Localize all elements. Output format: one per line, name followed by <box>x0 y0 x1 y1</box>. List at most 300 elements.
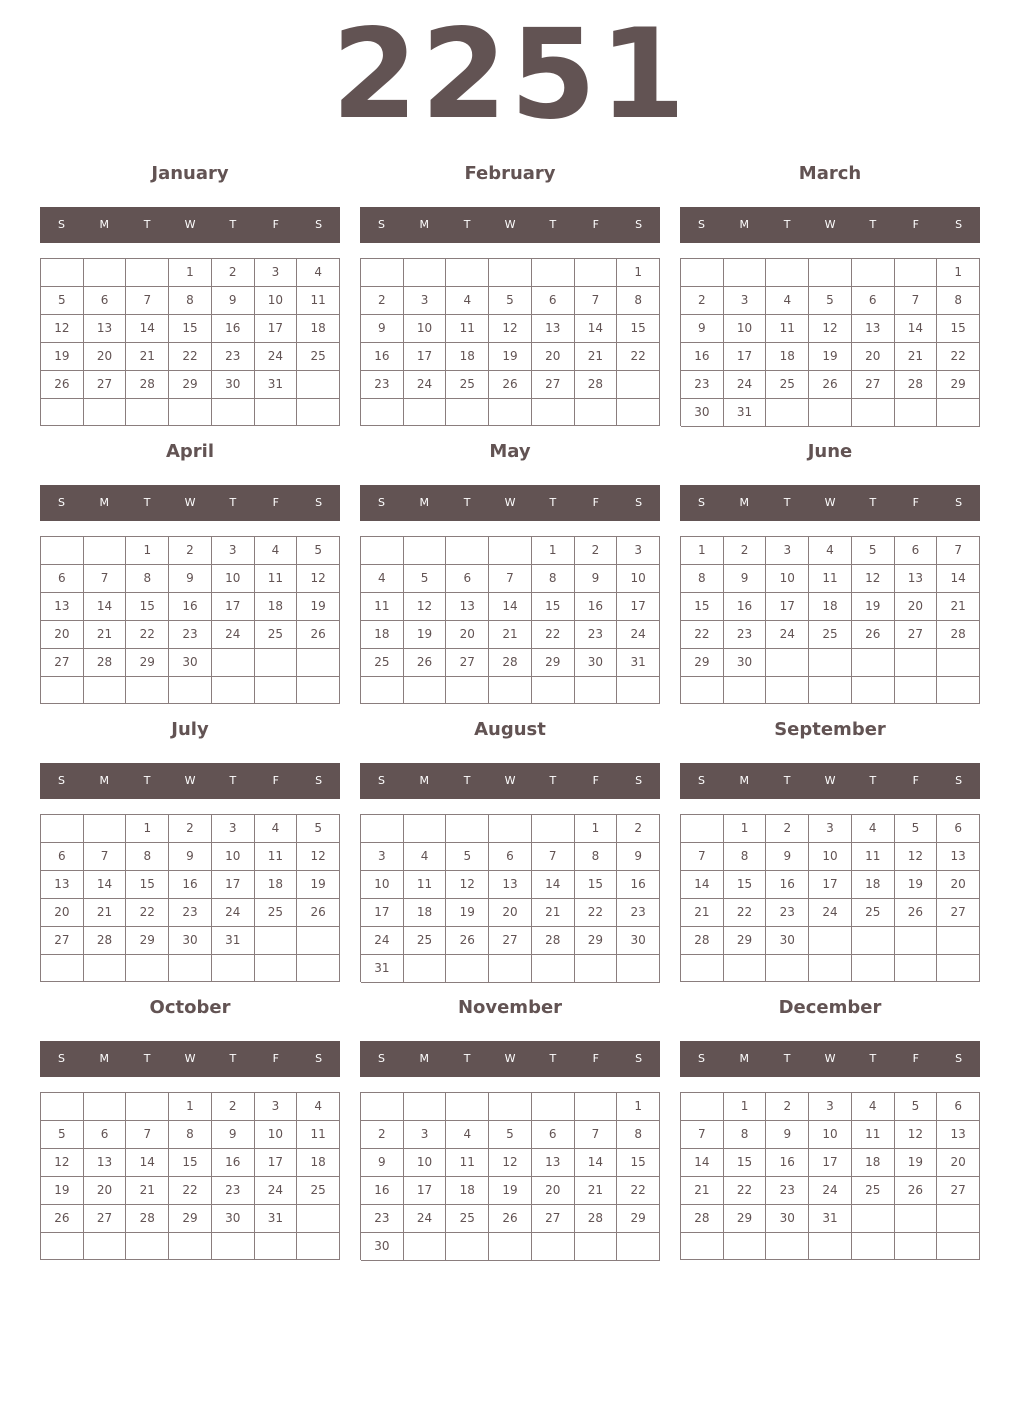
weekday-header <box>680 485 980 521</box>
empty-day-cell <box>84 677 127 704</box>
day-cell: 23 <box>575 621 618 649</box>
day-cell: 3 <box>617 537 660 565</box>
day-cell: 5 <box>852 537 895 565</box>
day-cell: 10 <box>404 1149 447 1177</box>
weekday-header <box>40 207 340 243</box>
day-cell: 4 <box>852 815 895 843</box>
empty-day-cell <box>575 399 618 426</box>
day-cell: 31 <box>212 927 255 955</box>
day-cell: 18 <box>446 1177 489 1205</box>
empty-day-cell <box>446 1233 489 1261</box>
day-cell: 24 <box>617 621 660 649</box>
day-cell: 4 <box>297 1093 340 1121</box>
day-cell: 24 <box>212 621 255 649</box>
day-cell: 16 <box>169 593 212 621</box>
day-cell: 14 <box>575 315 618 343</box>
day-cell: 30 <box>724 649 767 677</box>
day-cell: 10 <box>809 1121 852 1149</box>
day-cell: 29 <box>126 649 169 677</box>
empty-day-cell <box>84 1233 127 1260</box>
weekday-label: S <box>377 1052 385 1065</box>
empty-day-cell <box>766 399 809 427</box>
day-cell: 22 <box>575 899 618 927</box>
weekday-label: S <box>315 1052 323 1065</box>
empty-day-cell <box>809 259 852 287</box>
empty-day-cell <box>41 955 84 982</box>
day-cell: 11 <box>404 871 447 899</box>
day-cell: 18 <box>255 593 298 621</box>
empty-day-cell <box>126 1233 169 1260</box>
day-grid <box>360 536 660 704</box>
empty-day-cell <box>297 1205 340 1233</box>
day-cell: 25 <box>255 621 298 649</box>
weekday-label: T <box>463 1052 471 1065</box>
day-cell: 14 <box>126 315 169 343</box>
day-cell: 4 <box>446 287 489 315</box>
empty-day-cell <box>41 677 84 704</box>
day-cell: 28 <box>575 1205 618 1233</box>
day-cell: 22 <box>169 1177 212 1205</box>
empty-day-cell <box>126 1093 169 1121</box>
day-cell: 6 <box>489 843 532 871</box>
weekday-label: T <box>869 1052 877 1065</box>
day-cell: 13 <box>895 565 938 593</box>
day-cell: 21 <box>681 1177 724 1205</box>
day-cell: 24 <box>404 371 447 399</box>
empty-day-cell <box>895 1205 938 1233</box>
empty-day-cell <box>532 1093 575 1121</box>
day-cell: 3 <box>766 537 809 565</box>
day-cell: 7 <box>681 1121 724 1149</box>
day-cell: 7 <box>126 287 169 315</box>
day-cell: 23 <box>212 1177 255 1205</box>
weekday-label: T <box>549 496 557 509</box>
weekday-label: F <box>912 1052 919 1065</box>
day-cell: 20 <box>937 1149 980 1177</box>
weekday-label: T <box>229 218 237 231</box>
empty-day-cell <box>404 955 447 983</box>
day-cell: 16 <box>169 871 212 899</box>
day-cell: 15 <box>126 593 169 621</box>
day-cell: 8 <box>126 565 169 593</box>
day-cell: 27 <box>84 1205 127 1233</box>
day-cell: 19 <box>852 593 895 621</box>
day-cell: 14 <box>84 871 127 899</box>
empty-day-cell <box>361 1093 404 1121</box>
day-cell: 22 <box>126 621 169 649</box>
day-cell: 2 <box>212 1093 255 1121</box>
day-cell: 2 <box>212 259 255 287</box>
empty-day-cell <box>532 1233 575 1261</box>
day-cell: 30 <box>575 649 618 677</box>
empty-day-cell <box>852 259 895 287</box>
empty-day-cell <box>724 1233 767 1260</box>
day-cell: 7 <box>895 287 938 315</box>
weekday-label: S <box>697 1052 705 1065</box>
weekday-label: M <box>739 774 750 787</box>
day-cell: 30 <box>169 649 212 677</box>
day-cell: 15 <box>937 315 980 343</box>
empty-day-cell <box>361 259 404 287</box>
day-cell: 16 <box>724 593 767 621</box>
day-cell: 8 <box>724 1121 767 1149</box>
day-cell: 7 <box>937 537 980 565</box>
day-cell: 25 <box>852 899 895 927</box>
day-cell: 10 <box>809 843 852 871</box>
empty-day-cell <box>489 955 532 983</box>
empty-day-cell <box>489 259 532 287</box>
day-cell: 12 <box>852 565 895 593</box>
day-cell: 26 <box>446 927 489 955</box>
day-cell: 24 <box>724 371 767 399</box>
day-cell: 23 <box>724 621 767 649</box>
weekday-label: T <box>783 496 791 509</box>
day-cell: 22 <box>937 343 980 371</box>
empty-day-cell <box>41 537 84 565</box>
weekday-header <box>680 763 980 799</box>
empty-day-cell <box>809 927 852 955</box>
empty-day-cell <box>255 955 298 982</box>
weekday-label: F <box>592 1052 599 1065</box>
empty-day-cell <box>852 1233 895 1260</box>
day-cell: 9 <box>361 1149 404 1177</box>
day-cell: 23 <box>681 371 724 399</box>
day-cell: 19 <box>297 593 340 621</box>
day-cell: 9 <box>169 843 212 871</box>
empty-day-cell <box>852 649 895 677</box>
day-cell: 13 <box>532 1149 575 1177</box>
empty-day-cell <box>446 537 489 565</box>
empty-day-cell <box>809 677 852 704</box>
day-cell: 6 <box>41 565 84 593</box>
empty-day-cell <box>255 399 298 426</box>
empty-day-cell <box>766 259 809 287</box>
empty-day-cell <box>532 259 575 287</box>
day-cell: 10 <box>361 871 404 899</box>
empty-day-cell <box>852 1205 895 1233</box>
day-cell: 15 <box>169 1149 212 1177</box>
month-name: December <box>778 997 882 1018</box>
day-cell: 9 <box>361 315 404 343</box>
day-cell: 18 <box>297 315 340 343</box>
day-cell: 5 <box>297 537 340 565</box>
day-cell: 29 <box>937 371 980 399</box>
empty-day-cell <box>489 677 532 704</box>
month-november <box>360 992 660 1262</box>
weekday-label: F <box>912 774 919 787</box>
day-cell: 5 <box>895 815 938 843</box>
day-cell: 9 <box>212 287 255 315</box>
month-october <box>40 992 340 1262</box>
empty-day-cell <box>84 537 127 565</box>
day-cell: 6 <box>532 287 575 315</box>
weekday-label: M <box>99 218 110 231</box>
day-cell: 1 <box>532 537 575 565</box>
day-cell: 5 <box>297 815 340 843</box>
weekday-label: S <box>635 774 643 787</box>
day-cell: 4 <box>852 1093 895 1121</box>
day-cell: 14 <box>575 1149 618 1177</box>
empty-day-cell <box>84 259 127 287</box>
month-january <box>40 158 340 428</box>
empty-day-cell <box>297 399 340 426</box>
day-grid <box>360 1092 660 1260</box>
day-cell: 8 <box>126 843 169 871</box>
day-cell: 6 <box>937 815 980 843</box>
day-cell: 15 <box>126 871 169 899</box>
day-cell: 11 <box>766 315 809 343</box>
day-cell: 2 <box>575 537 618 565</box>
day-cell: 5 <box>489 1121 532 1149</box>
empty-day-cell <box>937 677 980 704</box>
year-title: 2251 <box>331 3 689 147</box>
day-grid <box>680 1092 980 1260</box>
day-cell: 28 <box>489 649 532 677</box>
empty-day-cell <box>212 955 255 982</box>
month-name: July <box>171 719 209 740</box>
empty-day-cell <box>212 677 255 704</box>
day-cell: 6 <box>84 287 127 315</box>
day-cell: 2 <box>724 537 767 565</box>
day-cell: 28 <box>84 649 127 677</box>
weekday-label: F <box>912 496 919 509</box>
day-cell: 17 <box>766 593 809 621</box>
day-cell: 21 <box>532 899 575 927</box>
day-cell: 10 <box>212 843 255 871</box>
month-name: February <box>464 163 556 184</box>
day-cell: 1 <box>169 259 212 287</box>
weekday-header <box>360 763 660 799</box>
day-cell: 11 <box>446 1149 489 1177</box>
weekday-label: M <box>99 496 110 509</box>
day-cell: 16 <box>212 1149 255 1177</box>
day-cell: 23 <box>617 899 660 927</box>
day-cell: 7 <box>681 843 724 871</box>
day-cell: 28 <box>895 371 938 399</box>
day-cell: 12 <box>297 565 340 593</box>
day-cell: 11 <box>446 315 489 343</box>
weekday-label: S <box>57 774 65 787</box>
day-cell: 27 <box>937 899 980 927</box>
day-cell: 15 <box>169 315 212 343</box>
empty-day-cell <box>41 259 84 287</box>
day-cell: 11 <box>852 1121 895 1149</box>
weekday-label: S <box>315 496 323 509</box>
day-cell: 29 <box>575 927 618 955</box>
day-cell: 22 <box>126 899 169 927</box>
weekday-label: W <box>184 1052 196 1065</box>
empty-day-cell <box>681 677 724 704</box>
day-cell: 17 <box>404 1177 447 1205</box>
day-cell: 27 <box>852 371 895 399</box>
empty-day-cell <box>255 927 298 955</box>
empty-day-cell <box>532 677 575 704</box>
day-cell: 9 <box>766 1121 809 1149</box>
day-cell: 2 <box>169 537 212 565</box>
day-cell: 17 <box>617 593 660 621</box>
empty-day-cell <box>895 677 938 704</box>
day-cell: 1 <box>617 259 660 287</box>
empty-day-cell <box>681 1233 724 1260</box>
day-cell: 20 <box>532 1177 575 1205</box>
day-cell: 8 <box>169 1121 212 1149</box>
day-cell: 7 <box>575 287 618 315</box>
day-cell: 22 <box>681 621 724 649</box>
day-cell: 15 <box>617 315 660 343</box>
day-grid <box>680 814 980 982</box>
empty-day-cell <box>724 955 767 982</box>
weekday-label: F <box>272 774 279 787</box>
day-cell: 24 <box>361 927 404 955</box>
day-cell: 3 <box>404 287 447 315</box>
day-cell: 21 <box>84 899 127 927</box>
day-cell: 29 <box>724 1205 767 1233</box>
weekday-label: S <box>697 218 705 231</box>
day-cell: 3 <box>809 815 852 843</box>
empty-day-cell <box>84 955 127 982</box>
day-cell: 17 <box>255 315 298 343</box>
empty-day-cell <box>617 955 660 983</box>
day-cell: 15 <box>681 593 724 621</box>
day-cell: 20 <box>532 343 575 371</box>
day-cell: 8 <box>724 843 767 871</box>
day-cell: 16 <box>681 343 724 371</box>
day-cell: 17 <box>361 899 404 927</box>
day-cell: 28 <box>937 621 980 649</box>
weekday-header <box>40 763 340 799</box>
day-cell: 21 <box>126 343 169 371</box>
day-cell: 30 <box>766 927 809 955</box>
day-cell: 12 <box>41 1149 84 1177</box>
month-may <box>360 436 660 706</box>
weekday-header <box>360 1041 660 1077</box>
empty-day-cell <box>446 677 489 704</box>
empty-day-cell <box>297 927 340 955</box>
day-cell: 19 <box>41 1177 84 1205</box>
day-cell: 13 <box>489 871 532 899</box>
empty-day-cell <box>852 927 895 955</box>
day-cell: 3 <box>809 1093 852 1121</box>
empty-day-cell <box>84 399 127 426</box>
day-cell: 1 <box>617 1093 660 1121</box>
day-cell: 25 <box>766 371 809 399</box>
day-cell: 5 <box>41 287 84 315</box>
day-cell: 12 <box>895 1121 938 1149</box>
day-cell: 11 <box>809 565 852 593</box>
day-cell: 24 <box>766 621 809 649</box>
empty-day-cell <box>404 537 447 565</box>
day-cell: 16 <box>212 315 255 343</box>
day-cell: 27 <box>41 927 84 955</box>
day-cell: 30 <box>681 399 724 427</box>
weekday-label: W <box>184 774 196 787</box>
day-cell: 28 <box>575 371 618 399</box>
empty-day-cell <box>297 371 340 399</box>
day-cell: 3 <box>212 815 255 843</box>
day-cell: 2 <box>617 815 660 843</box>
day-cell: 20 <box>41 621 84 649</box>
weekday-label: T <box>143 774 151 787</box>
weekday-label: T <box>783 1052 791 1065</box>
day-cell: 18 <box>255 871 298 899</box>
empty-day-cell <box>489 399 532 426</box>
day-cell: 12 <box>446 871 489 899</box>
day-cell: 25 <box>404 927 447 955</box>
day-cell: 7 <box>575 1121 618 1149</box>
month-august <box>360 714 660 984</box>
empty-day-cell <box>255 677 298 704</box>
empty-day-cell <box>297 955 340 982</box>
day-cell: 1 <box>724 815 767 843</box>
day-cell: 29 <box>681 649 724 677</box>
day-cell: 16 <box>361 1177 404 1205</box>
weekday-label: W <box>504 1052 516 1065</box>
empty-day-cell <box>852 677 895 704</box>
day-cell: 13 <box>41 871 84 899</box>
day-cell: 9 <box>724 565 767 593</box>
day-cell: 24 <box>404 1205 447 1233</box>
weekday-label: S <box>635 496 643 509</box>
day-cell: 20 <box>446 621 489 649</box>
weekday-label: W <box>504 774 516 787</box>
day-cell: 18 <box>404 899 447 927</box>
empty-day-cell <box>404 677 447 704</box>
empty-day-cell <box>212 399 255 426</box>
day-cell: 26 <box>41 1205 84 1233</box>
weekday-label: M <box>419 218 430 231</box>
empty-day-cell <box>532 815 575 843</box>
month-december <box>680 992 980 1262</box>
day-cell: 26 <box>895 1177 938 1205</box>
day-cell: 11 <box>297 1121 340 1149</box>
weekday-label: W <box>824 218 836 231</box>
weekday-label: T <box>549 774 557 787</box>
day-cell: 7 <box>84 843 127 871</box>
empty-day-cell <box>297 677 340 704</box>
day-cell: 19 <box>41 343 84 371</box>
day-cell: 24 <box>212 899 255 927</box>
day-cell: 18 <box>852 1149 895 1177</box>
day-cell: 17 <box>809 1149 852 1177</box>
day-cell: 13 <box>937 843 980 871</box>
day-cell: 8 <box>575 843 618 871</box>
day-cell: 26 <box>852 621 895 649</box>
day-cell: 13 <box>852 315 895 343</box>
weekday-label: T <box>143 218 151 231</box>
empty-day-cell <box>361 677 404 704</box>
empty-day-cell <box>297 649 340 677</box>
day-cell: 14 <box>681 871 724 899</box>
day-cell: 5 <box>41 1121 84 1149</box>
day-cell: 4 <box>404 843 447 871</box>
day-cell: 21 <box>575 343 618 371</box>
weekday-label: T <box>783 218 791 231</box>
weekday-label: T <box>463 218 471 231</box>
weekday-label: F <box>272 218 279 231</box>
day-cell: 1 <box>724 1093 767 1121</box>
day-cell: 23 <box>361 1205 404 1233</box>
day-cell: 9 <box>575 565 618 593</box>
day-cell: 16 <box>766 1149 809 1177</box>
day-cell: 15 <box>532 593 575 621</box>
day-cell: 16 <box>575 593 618 621</box>
weekday-label: S <box>955 496 963 509</box>
day-cell: 8 <box>937 287 980 315</box>
empty-day-cell <box>446 399 489 426</box>
day-cell: 8 <box>532 565 575 593</box>
weekday-label: M <box>99 1052 110 1065</box>
day-cell: 27 <box>532 1205 575 1233</box>
